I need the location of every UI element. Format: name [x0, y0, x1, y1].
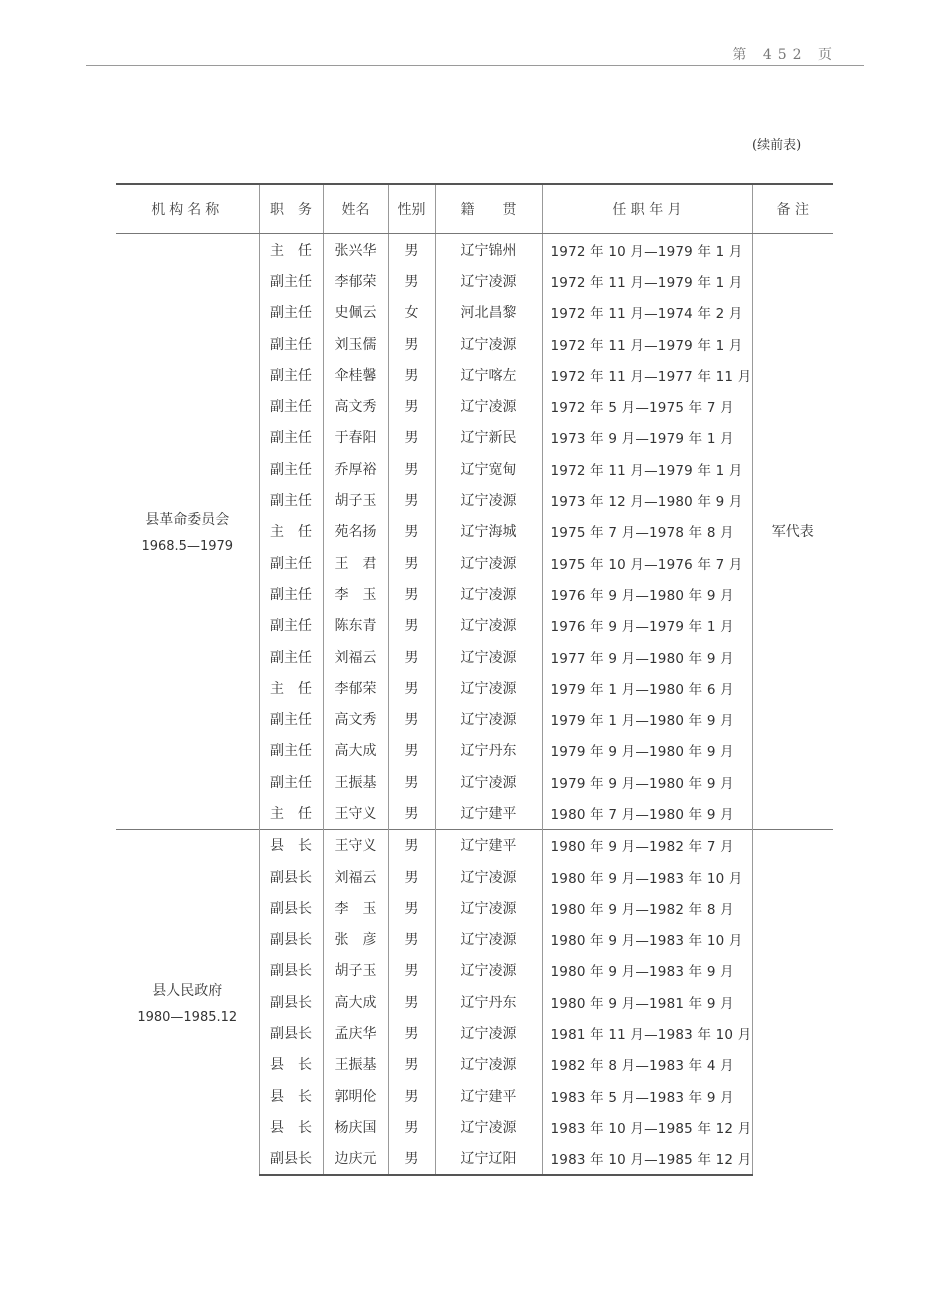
term-cell: 1972 年 10 月—1979 年 1 月 [542, 234, 752, 266]
term-cell: 1979 年 1 月—1980 年 9 月 [542, 703, 752, 734]
origin-cell: 辽宁凌源 [435, 892, 542, 923]
position-cell: 副主任 [259, 641, 323, 672]
position-cell: 副主任 [259, 484, 323, 515]
name-cell: 史佩云 [323, 297, 388, 328]
term-cell: 1976 年 9 月—1980 年 9 月 [542, 578, 752, 609]
name-cell: 高文秀 [323, 703, 388, 734]
name-cell: 伞桂馨 [323, 359, 388, 390]
name-cell: 王守义 [323, 829, 388, 861]
position-cell: 副县长 [259, 986, 323, 1017]
org-cell [116, 829, 259, 1175]
term-cell: 1983 年 10 月—1985 年 12 月 [542, 1111, 752, 1142]
table-row [116, 234, 833, 266]
position-cell: 县 长 [259, 1080, 323, 1111]
gender-cell: 男 [388, 265, 435, 296]
name-cell: 乔厚裕 [323, 453, 388, 484]
position-cell: 副主任 [259, 328, 323, 359]
name-cell: 刘福云 [323, 641, 388, 672]
term-cell: 1972 年 5 月—1975 年 7 月 [542, 390, 752, 421]
origin-cell: 辽宁锦州 [435, 234, 542, 266]
position-cell: 主 任 [259, 797, 323, 829]
gender-cell: 男 [388, 924, 435, 955]
term-cell: 1980 年 9 月—1982 年 7 月 [542, 829, 752, 861]
origin-cell: 辽宁建平 [435, 797, 542, 829]
term-cell: 1982 年 8 月—1983 年 4 月 [542, 1049, 752, 1080]
name-cell: 陈东青 [323, 610, 388, 641]
origin-cell: 辽宁凌源 [435, 672, 542, 703]
name-cell: 李郁荣 [323, 265, 388, 296]
term-cell: 1972 年 11 月—1979 年 1 月 [542, 265, 752, 296]
origin-cell: 辽宁丹东 [435, 735, 542, 766]
continued-label: (续前表) [752, 138, 802, 153]
position-cell: 县 长 [259, 1049, 323, 1080]
table-header [116, 184, 833, 234]
term-cell: 1976 年 9 月—1979 年 1 月 [542, 610, 752, 641]
position-cell: 副主任 [259, 610, 323, 641]
position-cell: 副县长 [259, 924, 323, 955]
name-cell: 王 君 [323, 547, 388, 578]
position-cell: 副主任 [259, 390, 323, 421]
name-cell: 边庆元 [323, 1143, 388, 1175]
origin-cell: 辽宁建平 [435, 829, 542, 861]
origin-cell: 辽宁凌源 [435, 861, 542, 892]
term-cell: 1980 年 7 月—1980 年 9 月 [542, 797, 752, 829]
term-cell: 1980 年 9 月—1983 年 10 月 [542, 924, 752, 955]
gender-cell: 男 [388, 986, 435, 1017]
name-cell: 高大成 [323, 735, 388, 766]
origin-cell: 辽宁凌源 [435, 265, 542, 296]
origin-cell: 辽宁凌源 [435, 578, 542, 609]
org-name: 县人民政府 [152, 982, 223, 999]
col-header-name: 姓名 [323, 184, 388, 234]
term-cell: 1980 年 9 月—1983 年 10 月 [542, 861, 752, 892]
gender-cell: 男 [388, 766, 435, 797]
gender-cell: 男 [388, 610, 435, 641]
name-cell: 高文秀 [323, 390, 388, 421]
gender-cell: 男 [388, 703, 435, 734]
term-cell: 1980 年 9 月—1983 年 9 月 [542, 955, 752, 986]
position-cell: 副县长 [259, 861, 323, 892]
table-row [116, 829, 833, 861]
origin-cell: 辽宁海城 [435, 516, 542, 547]
origin-cell: 辽宁凌源 [435, 955, 542, 986]
name-cell: 胡子玉 [323, 955, 388, 986]
header-rule [86, 65, 864, 66]
term-cell: 1979 年 1 月—1980 年 6 月 [542, 672, 752, 703]
gender-cell: 男 [388, 328, 435, 359]
gender-cell: 男 [388, 735, 435, 766]
term-cell: 1977 年 9 月—1980 年 9 月 [542, 641, 752, 672]
position-cell: 副主任 [259, 735, 323, 766]
term-cell: 1983 年 5 月—1983 年 9 月 [542, 1080, 752, 1111]
gender-cell: 男 [388, 892, 435, 923]
gender-cell: 男 [388, 422, 435, 453]
position-cell: 副主任 [259, 453, 323, 484]
origin-cell: 辽宁辽阳 [435, 1143, 542, 1175]
term-cell: 1979 年 9 月—1980 年 9 月 [542, 766, 752, 797]
term-cell: 1979 年 9 月—1980 年 9 月 [542, 735, 752, 766]
name-cell: 高大成 [323, 986, 388, 1017]
name-cell: 王守义 [323, 797, 388, 829]
org-period: 1968.5—1979 [141, 538, 234, 554]
term-cell: 1983 年 10 月—1985 年 12 月 [542, 1143, 752, 1175]
gender-cell: 男 [388, 547, 435, 578]
col-header-org: 机构名称 [116, 184, 259, 234]
origin-cell: 辽宁凌源 [435, 703, 542, 734]
position-cell: 副主任 [259, 703, 323, 734]
gender-cell: 男 [388, 390, 435, 421]
position-cell: 副主任 [259, 578, 323, 609]
position-cell: 副县长 [259, 1017, 323, 1048]
position-cell: 副主任 [259, 547, 323, 578]
name-cell: 李郁荣 [323, 672, 388, 703]
gender-cell: 男 [388, 484, 435, 515]
table-group [116, 829, 833, 1175]
origin-cell: 辽宁凌源 [435, 547, 542, 578]
note-cell: 军代表 [752, 234, 833, 830]
term-cell: 1973 年 12 月—1980 年 9 月 [542, 484, 752, 515]
position-cell: 主 任 [259, 234, 323, 266]
origin-cell: 河北昌黎 [435, 297, 542, 328]
term-cell: 1975 年 7 月—1978 年 8 月 [542, 516, 752, 547]
name-cell: 李 玉 [323, 578, 388, 609]
gender-cell: 男 [388, 797, 435, 829]
origin-cell: 辽宁凌源 [435, 610, 542, 641]
col-header-gender: 性别 [388, 184, 435, 234]
name-cell: 苑名扬 [323, 516, 388, 547]
gender-cell: 男 [388, 1080, 435, 1111]
position-cell: 副主任 [259, 766, 323, 797]
name-cell: 孟庆华 [323, 1017, 388, 1048]
gender-cell: 男 [388, 516, 435, 547]
position-cell: 副主任 [259, 297, 323, 328]
origin-cell: 辽宁凌源 [435, 1111, 542, 1142]
org-name: 县革命委员会 [145, 511, 230, 528]
col-header-position: 职 务 [259, 184, 323, 234]
name-cell: 于春阳 [323, 422, 388, 453]
term-cell: 1980 年 9 月—1982 年 8 月 [542, 892, 752, 923]
position-cell: 副县长 [259, 1143, 323, 1175]
term-cell: 1972 年 11 月—1979 年 1 月 [542, 328, 752, 359]
position-cell: 副县长 [259, 955, 323, 986]
term-cell: 1972 年 11 月—1979 年 1 月 [542, 453, 752, 484]
position-cell: 副县长 [259, 892, 323, 923]
name-cell: 王振基 [323, 1049, 388, 1080]
col-header-term: 任 职 年 月 [542, 184, 752, 234]
name-cell: 张 彦 [323, 924, 388, 955]
gender-cell: 男 [388, 359, 435, 390]
origin-cell: 辽宁凌源 [435, 1049, 542, 1080]
term-cell: 1972 年 11 月—1974 年 2 月 [542, 297, 752, 328]
origin-cell: 辽宁凌源 [435, 641, 542, 672]
term-cell: 1981 年 11 月—1983 年 10 月 [542, 1017, 752, 1048]
term-cell: 1973 年 9 月—1979 年 1 月 [542, 422, 752, 453]
name-cell: 刘福云 [323, 861, 388, 892]
col-header-note: 备 注 [752, 184, 833, 234]
origin-cell: 辽宁建平 [435, 1080, 542, 1111]
gender-cell: 男 [388, 453, 435, 484]
origin-cell: 辽宁丹东 [435, 986, 542, 1017]
name-cell: 杨庆国 [323, 1111, 388, 1142]
gender-cell: 男 [388, 234, 435, 266]
gender-cell: 男 [388, 861, 435, 892]
origin-cell: 辽宁凌源 [435, 924, 542, 955]
gender-cell: 男 [388, 641, 435, 672]
gender-cell: 男 [388, 1111, 435, 1142]
origin-cell: 辽宁新民 [435, 422, 542, 453]
origin-cell: 辽宁凌源 [435, 390, 542, 421]
term-cell: 1980 年 9 月—1981 年 9 月 [542, 986, 752, 1017]
note-cell [752, 829, 833, 1175]
name-cell: 张兴华 [323, 234, 388, 266]
name-cell: 胡子玉 [323, 484, 388, 515]
gender-cell: 男 [388, 829, 435, 861]
term-cell: 1975 年 10 月—1976 年 7 月 [542, 547, 752, 578]
gender-cell: 男 [388, 1017, 435, 1048]
origin-cell: 辽宁凌源 [435, 484, 542, 515]
position-cell: 副主任 [259, 359, 323, 390]
org-period: 1980—1985.12 [137, 1009, 238, 1025]
table-group [116, 234, 833, 830]
name-cell: 王振基 [323, 766, 388, 797]
origin-cell: 辽宁凌源 [435, 766, 542, 797]
name-cell: 刘玉儒 [323, 328, 388, 359]
personnel-table [116, 183, 833, 1176]
position-cell: 县 长 [259, 1111, 323, 1142]
origin-cell: 辽宁凌源 [435, 1017, 542, 1048]
position-cell: 主 任 [259, 516, 323, 547]
gender-cell: 男 [388, 578, 435, 609]
name-cell: 郭明伦 [323, 1080, 388, 1111]
position-cell: 副主任 [259, 422, 323, 453]
origin-cell: 辽宁宽甸 [435, 453, 542, 484]
term-cell: 1972 年 11 月—1977 年 11 月 [542, 359, 752, 390]
origin-cell: 辽宁喀左 [435, 359, 542, 390]
col-header-origin: 籍 贯 [435, 184, 542, 234]
gender-cell: 男 [388, 1049, 435, 1080]
page-number: 第 452 页 [732, 47, 838, 63]
name-cell: 李 玉 [323, 892, 388, 923]
gender-cell: 女 [388, 297, 435, 328]
position-cell: 县 长 [259, 829, 323, 861]
org-cell [116, 234, 259, 830]
position-cell: 主 任 [259, 672, 323, 703]
position-cell: 副主任 [259, 265, 323, 296]
gender-cell: 男 [388, 672, 435, 703]
origin-cell: 辽宁凌源 [435, 328, 542, 359]
gender-cell: 男 [388, 1143, 435, 1175]
gender-cell: 男 [388, 955, 435, 986]
